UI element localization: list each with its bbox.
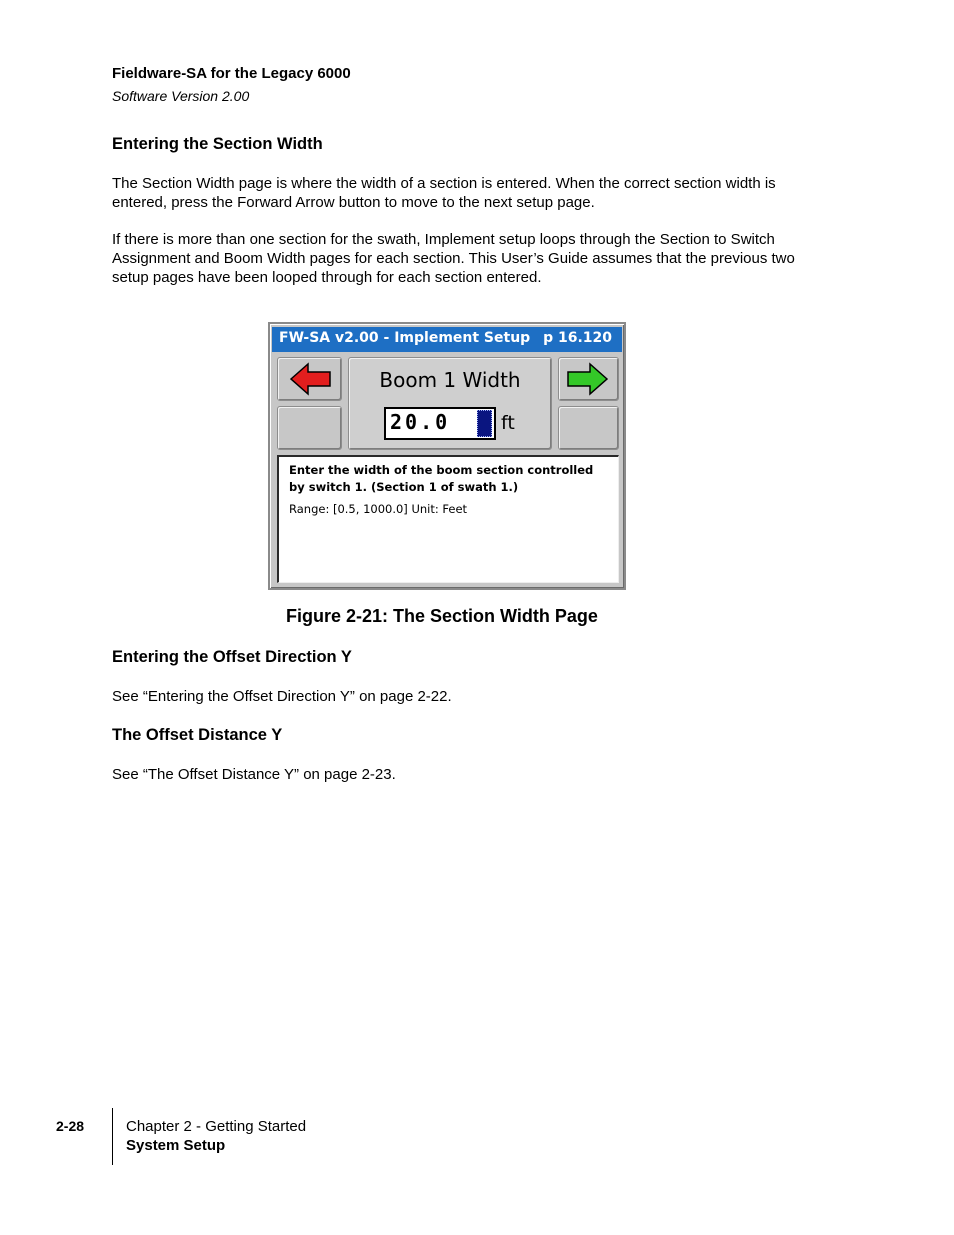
offset-direction-text: See “Entering the Offset Direction Y” on page 2-22.	[112, 688, 452, 705]
input-cursor	[477, 410, 492, 437]
range-info: Range: [0.5, 1000.0] Unit: Feet	[289, 502, 468, 516]
offset-distance-text: See “The Offset Distance Y” on page 2-23.	[112, 766, 396, 783]
boom-width-value: 20.0	[390, 410, 451, 434]
back-arrow-icon	[278, 358, 341, 400]
footer-chapter: Chapter 2 - Getting Started	[126, 1118, 307, 1135]
forward-button[interactable]	[558, 357, 619, 401]
screen-page-number: p 16.120	[543, 330, 612, 346]
footer-section: System Setup	[126, 1137, 226, 1154]
screen-title: FW-SA v2.00 - Implement Setup	[279, 330, 531, 346]
boom-width-input[interactable]	[384, 407, 496, 440]
section-width-heading: Entering the Section Width	[112, 135, 323, 153]
offset-direction-heading: Entering the Offset Direction Y	[112, 648, 352, 666]
figure-caption: Figure 2-21: The Section Width Page	[286, 606, 598, 626]
unit-label: ft	[501, 412, 515, 434]
forward-arrow-icon	[559, 358, 618, 400]
screen-titlebar	[272, 327, 622, 352]
software-version: Software Version 2.00	[112, 88, 250, 104]
back-button[interactable]	[277, 357, 342, 401]
document-title: Fieldware-SA for the Legacy 6000	[112, 65, 351, 82]
section-width-paragraph-1: The Section Width page is where the width of a section is entered. When the correct section width is entered, press the Forward Arrow button to move to the next setup page.	[112, 175, 776, 211]
offset-distance-heading: The Offset Distance Y	[112, 726, 283, 744]
implement-setup-screenshot	[268, 322, 626, 590]
page-number: 2-28	[56, 1118, 85, 1134]
panel-title: Boom 1 Width	[379, 368, 521, 392]
help-description: Enter the width of the boom section controlled by switch 1. (Section 1 of swath 1.)	[289, 463, 594, 494]
blank-right-button[interactable]	[558, 406, 619, 450]
help-text-box	[277, 455, 619, 583]
blank-left-button[interactable]	[277, 406, 342, 450]
boom-width-panel	[348, 357, 552, 450]
footer-divider	[112, 1108, 113, 1165]
section-width-paragraph-2: If there is more than one section for the swath, Implement setup loops through the Section to Switch Assignment and Boom Width pages for each section. This User’s Guide assumes that the previous two setup pages have been looped through for each section entered.	[112, 231, 795, 286]
